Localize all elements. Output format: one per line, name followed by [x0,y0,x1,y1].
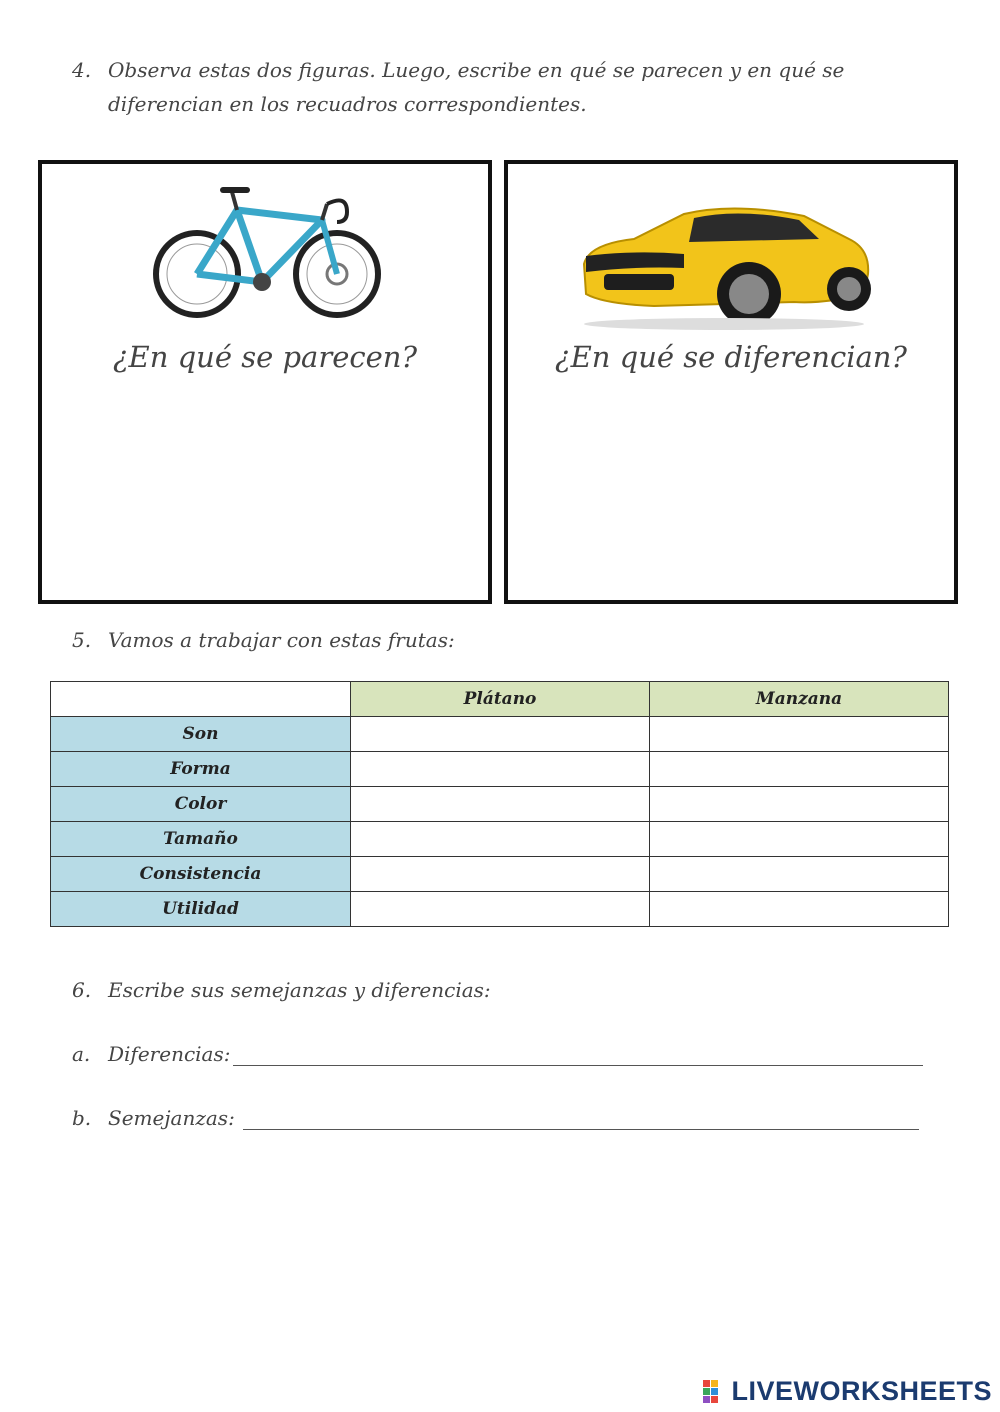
row-label-son: Son [51,717,351,752]
differences-question: ¿En qué se diferencian? [555,340,907,374]
table-row [51,787,949,822]
similarities-question: ¿En qué se parecen? [112,340,417,374]
answer-cell[interactable] [351,752,650,787]
question-6-number: 6. [72,978,92,1002]
row-label-utilidad: Utilidad [51,892,351,927]
similarities-label: Semejanzas: [108,1106,235,1130]
bicycle-image [152,182,382,322]
question-6-text: Escribe sus semejanzas y diferencias: [108,978,491,1002]
row-label-consistencia: Consistencia [51,857,351,892]
question-6 [72,978,491,1002]
row-label-tamano: Tamaño [51,822,351,857]
similarities-box[interactable] [38,160,492,604]
answer-cell[interactable] [650,822,949,857]
answer-cell[interactable] [650,857,949,892]
answer-cell[interactable] [351,787,650,822]
row-label-forma: Forma [51,752,351,787]
differences-label: Diferencias: [108,1042,231,1066]
table-row [51,717,949,752]
question-4-text: Observa estas dos figuras. Luego, escribe en qué se parecen y en qué se [108,58,845,82]
liveworksheets-logo-icon [703,1380,727,1404]
table-row [51,752,949,787]
answer-cell[interactable] [650,717,949,752]
answer-cell[interactable] [351,717,650,752]
answer-cell[interactable] [650,787,949,822]
item-a-letter: a. [72,1042,91,1066]
question-4-number: 4. [72,58,92,82]
differences-box[interactable] [504,160,958,604]
answer-cell[interactable] [650,892,949,927]
fruits-table [50,681,949,927]
table-corner-cell [51,682,351,717]
table-row [51,892,949,927]
column-header-manzana: Manzana [650,682,949,717]
answer-cell[interactable] [650,752,949,787]
car-image [574,194,874,334]
table-header-row [51,682,949,717]
similarities-answer-field[interactable] [243,1128,919,1130]
liveworksheets-logo-text: LIVEWORKSHEETS [731,1376,992,1406]
answer-cell[interactable] [351,822,650,857]
answer-cell[interactable] [351,857,650,892]
item-b-letter: b. [72,1106,92,1130]
differences-line [72,1042,230,1066]
table-row [51,822,949,857]
table-row [51,857,949,892]
question-5-text: Vamos a trabajar con estas frutas: [108,628,455,652]
question-5 [72,628,455,652]
question-5-number: 5. [72,628,92,652]
similarities-line [72,1106,235,1130]
row-label-color: Color [51,787,351,822]
liveworksheets-logo [703,1376,992,1407]
differences-answer-field[interactable] [233,1064,923,1066]
answer-cell[interactable] [351,892,650,927]
column-header-platano: Plátano [351,682,650,717]
question-4 [72,58,844,116]
question-4-text-continued: diferencian en los recuadros correspondientes. [108,92,587,116]
